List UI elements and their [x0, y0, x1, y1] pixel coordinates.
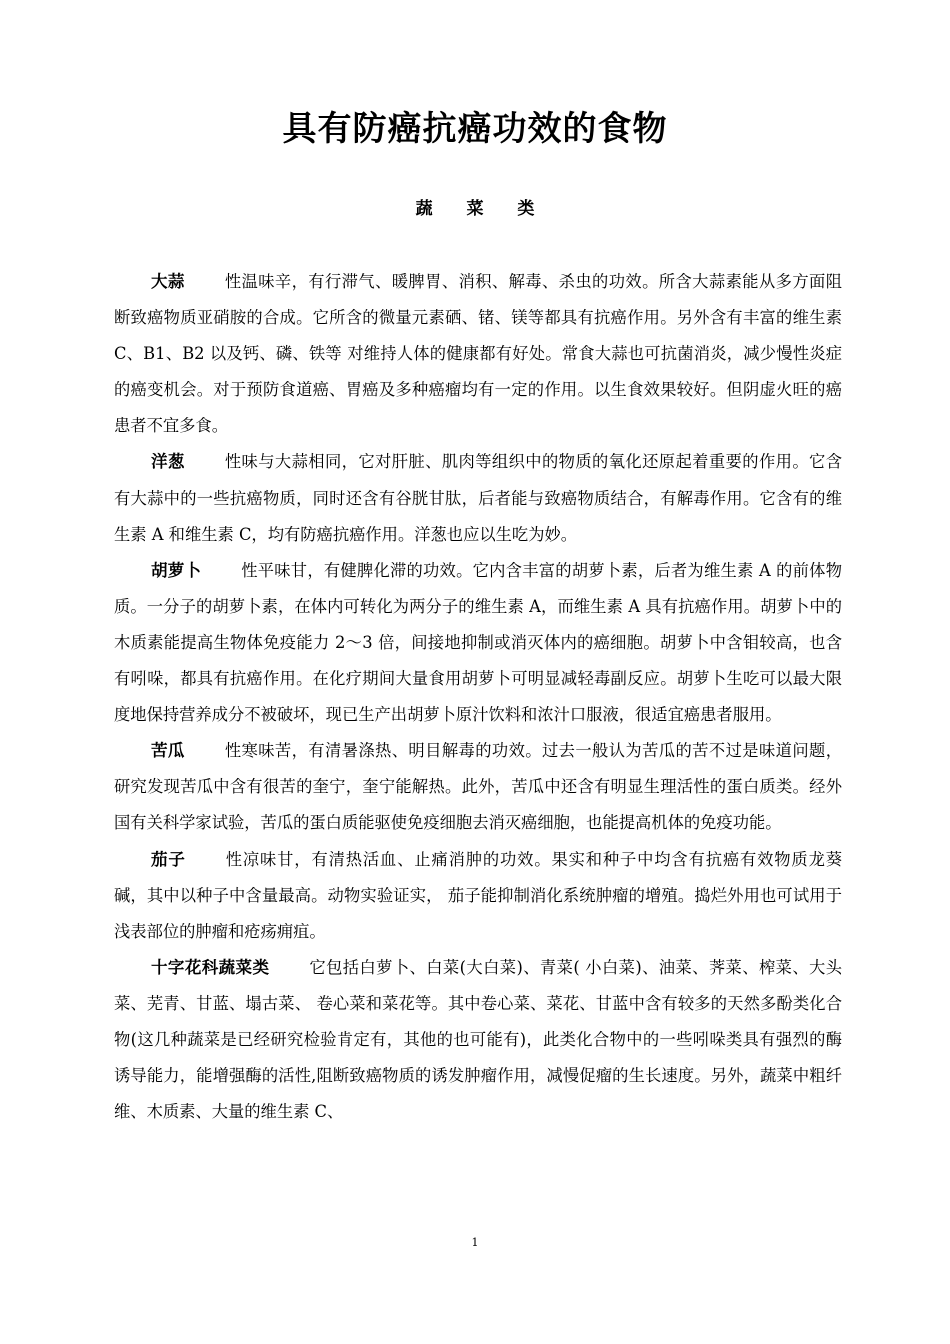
entry-text: 性味与大蒜相同，它对肝脏、肌肉等组织中的物质的氧化还原起着重要的作用。它含有大蒜中的一些抗癌物质，同时还含有谷胱甘肽，后者能与致癌物质结合，有解毒作用。它含有的维生素 A 和维生素 C，均有防癌抗癌作用。洋葱也应以生吃为妙。	[114, 452, 842, 544]
entry-bitter-melon	[114, 733, 842, 841]
entry-text: 性温味辛，有行滞气、暖脾胃、消积、解毒、杀虫的功效。所含大蒜素能从多方面阻断致癌物质亚硝胺的合成。它所含的微量元素硒、锗、镁等都具有抗癌作用。另外含有丰富的维生素 C、B1、B2 以及钙、磷、铁等 对维持人体的健康都有好处。常食大蒜也可抗菌消炎，减少慢性炎症的癌变机会。对于预防食道癌、胃癌及多种癌瘤均有一定的作用。以生食效果较好。但阴虚火旺的癌患者不宜多食。	[114, 272, 842, 436]
entry-cruciferous-vegetables	[114, 950, 842, 1130]
entry-text: 它包括白萝卜、白菜(大白菜)、青菜( 小白菜)、油菜、荠菜、榨菜、大头菜、芜青、甘蓝、塌古菜、 卷心菜和菜花等。其中卷心菜、菜花、甘蓝中含有较多的天然多酚类化合物(这几种蔬菜是已经研究检验肯定有，其他的也可能有)，此类化合物中的一些吲哚类具有强烈的酶诱导能力，能增强酶的活性,阻断致癌物质的诱发肿瘤作用，减慢促瘤的生长速度。另外，蔬菜中粗纤维、木质素、大量的维生素 C、	[114, 957, 843, 1122]
entry-term: 十字花科蔬菜类	[151, 957, 270, 977]
entry-garlic	[114, 264, 842, 444]
entry-term: 胡萝卜	[151, 560, 202, 580]
entry-text: 性凉味甘，有清热活血、止痛消肿的功效。果实和种子中均含有抗癌有效物质龙葵碱，其中以种子中含量最高。动物实验证实， 茄子能抑制消化系统肿瘤的增殖。捣烂外用也可试用于浅表部位的肿瘤和疮疡痈疽。	[114, 849, 843, 941]
page-number: 1	[471, 1236, 479, 1249]
entry-onion	[114, 444, 842, 552]
entry-carrot	[114, 553, 842, 733]
entry-term: 洋葱	[151, 452, 185, 472]
document-body	[114, 264, 842, 1130]
entry-term: 大蒜	[151, 272, 185, 291]
entry-term: 茄子	[151, 849, 186, 869]
document-title: 具有防癌抗癌功效的食物	[282, 108, 668, 149]
entry-text: 性寒味苦，有清暑涤热、明目解毒的功效。过去一般认为苦瓜的苦不过是味道问题，研究发现苦瓜中含有很苦的奎宁，奎宁能解热。此外，苦瓜中还含有明显生理活性的蛋白质类。经外国有关科学家试验，苦瓜的蛋白质能驱使免疫细胞去消灭癌细胞，也能提高机体的免疫功能。	[114, 741, 842, 833]
entry-text: 性平味甘，有健脾化滞的功效。它内含丰富的胡萝卜素，后者为维生素 A 的前体物质。一分子的胡萝卜素，在体内可转化为两分子的维生素 A，而维生素 A 具有抗癌作用。胡萝卜中的木质素能提高生物体免疫能力 2～3 倍，间接地抑制或消灭体内的癌细胞。胡萝卜中含钼较高，也含有吲哚，都具有抗癌作用。在化疗期间大量食用胡萝卜可明显减轻毒副反应。胡萝卜生吃可以最大限度地保持营养成分不被破坏，现已生产出胡萝卜原汁饮料和浓汁口服液，很适宜癌患者服用。	[114, 560, 842, 725]
section-heading: 蔬 菜 类	[415, 199, 549, 219]
entry-eggplant	[114, 842, 842, 950]
entry-term: 苦瓜	[151, 741, 185, 761]
